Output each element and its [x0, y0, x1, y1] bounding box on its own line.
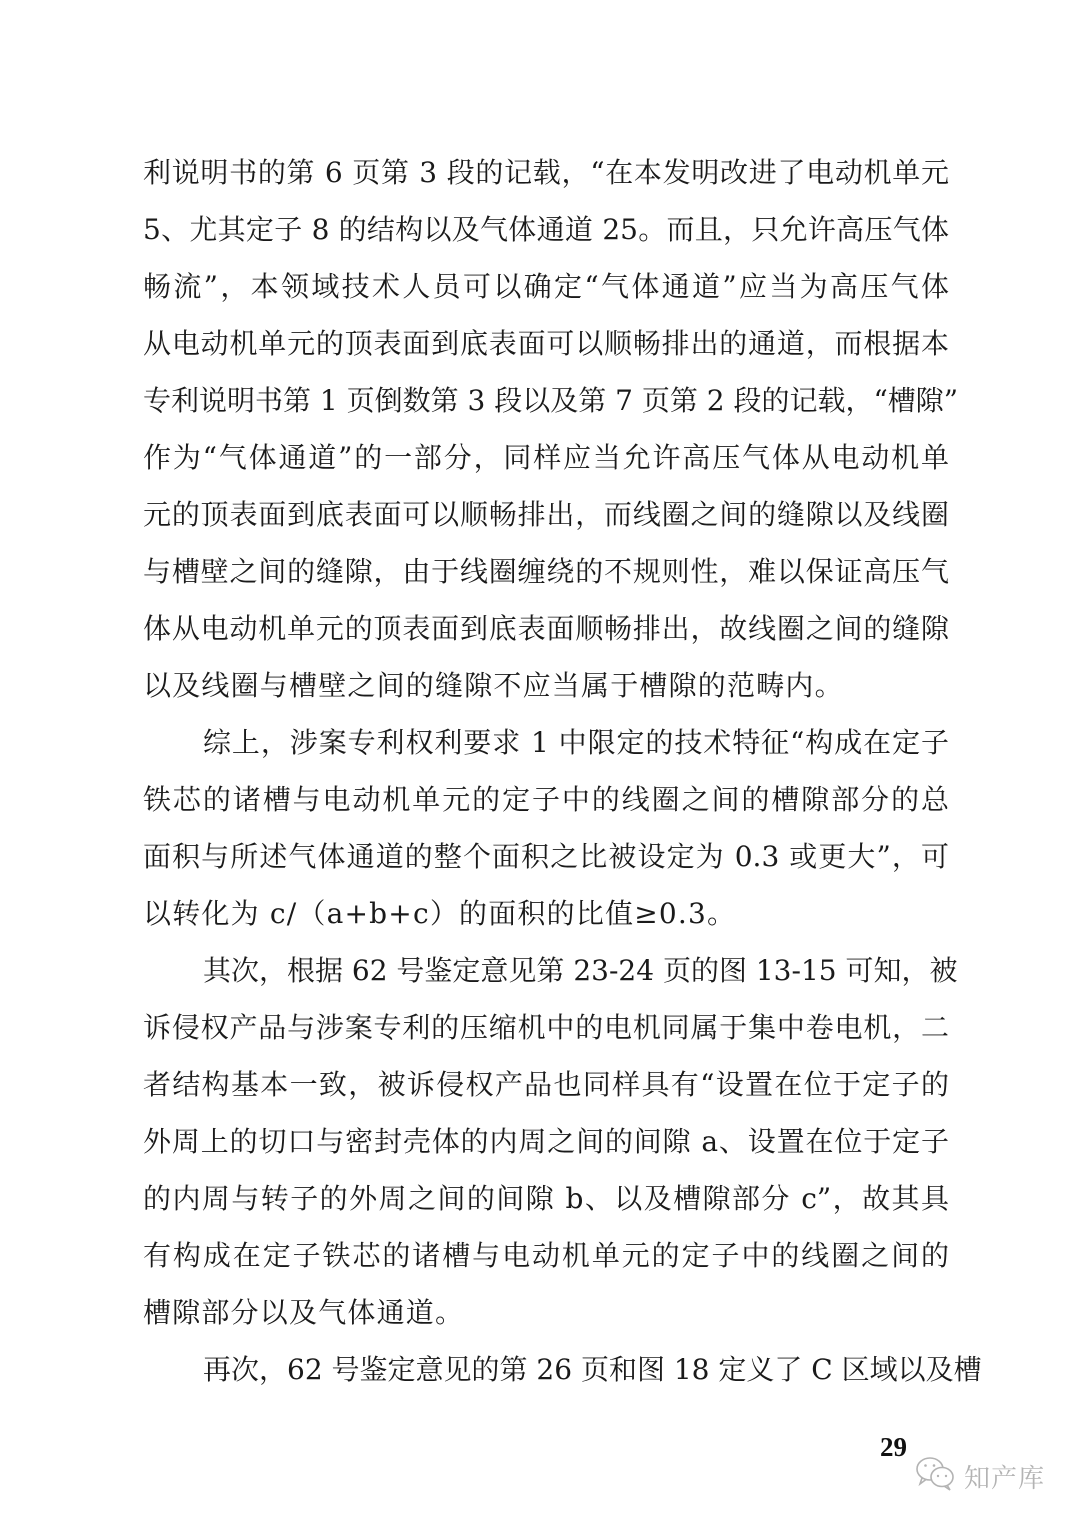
- text-line: 从电动机单元的顶表面到底表面可以顺畅排出的通道，而根据本: [143, 327, 949, 360]
- text-line: 者结构基本一致，被诉侵权产品也同样具有“设置在位于定子的: [143, 1068, 949, 1101]
- text-line: 以转化为 c/（a+b+c）的面积的比值≥0.3。: [143, 897, 737, 930]
- text-line: 有构成在定子铁芯的诸槽与电动机单元的定子中的线圈之间的: [143, 1239, 949, 1272]
- text-line: 外周上的切口与密封壳体的内周之间的间隙 a、设置在位于定子: [143, 1125, 949, 1158]
- page-number: 29: [880, 1432, 907, 1462]
- wechat-icon: [914, 1455, 958, 1497]
- text-line: 利说明书的第 6 页第 3 段的记载，“在本发明改进了电动机单元: [143, 156, 949, 189]
- text-line: 再次，62 号鉴定意见的第 26 页和图 18 定义了 C 区域以及槽: [203, 1353, 982, 1386]
- text-line: 5、尤其定子 8 的结构以及气体通道 25。而且，只允许高压气体: [143, 213, 949, 246]
- text-line: 的内周与转子的外周之间的间隙 b、以及槽隙部分 c”，故其具: [143, 1182, 949, 1215]
- document-body: [143, 144, 982, 1398]
- paragraph-1: [143, 144, 959, 714]
- text-line: 综上，涉案专利权利要求 1 中限定的技术特征“构成在定子: [203, 726, 949, 759]
- text-line: 面积与所述气体通道的整个面积之比被设定为 0.3 或更大”，可: [143, 840, 949, 873]
- text-line: 其次，根据 62 号鉴定意见第 23-24 页的图 13-15 可知，被: [203, 954, 958, 987]
- text-line: 以及线圈与槽壁之间的缝隙不应当属于槽隙的范畴内。: [143, 669, 844, 702]
- text-line: 诉侵权产品与涉案专利的压缩机中的电机同属于集中卷电机，二: [143, 1011, 949, 1044]
- text-line: 专利说明书第 1 页倒数第 3 段以及第 7 页第 2 段的记载，“槽隙”: [143, 384, 959, 417]
- paragraph-4: [143, 1341, 982, 1398]
- text-line: 与槽壁之间的缝隙，由于线圈缠绕的不规则性，难以保证高压气: [143, 555, 949, 588]
- paragraph-2: [143, 714, 949, 942]
- watermark-text: 知产库: [964, 1463, 1046, 1494]
- text-line: 作为“气体通道”的一部分，同样应当允许高压气体从电动机单: [143, 441, 949, 474]
- text-line: 槽隙部分以及气体通道。: [143, 1296, 465, 1329]
- text-line: 畅流”，本领域技术人员可以确定“气体通道”应当为高压气体: [143, 270, 949, 303]
- text-line: 元的顶表面到底表面可以顺畅排出，而线圈之间的缝隙以及线圈: [143, 498, 949, 531]
- watermark: [914, 1455, 1045, 1497]
- text-line: 铁芯的诸槽与电动机单元的定子中的线圈之间的槽隙部分的总: [143, 783, 949, 816]
- paragraph-3: [143, 942, 958, 1341]
- text-line: 体从电动机单元的顶表面到底表面顺畅排出，故线圈之间的缝隙: [143, 612, 949, 645]
